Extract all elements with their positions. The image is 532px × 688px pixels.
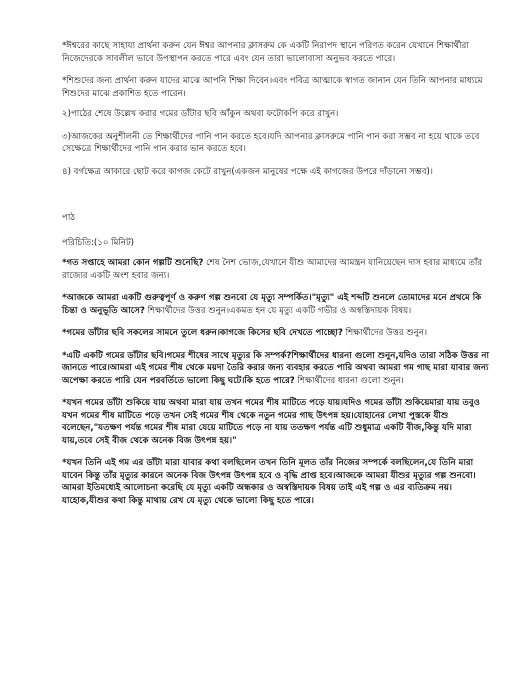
prayer-item-2: *শিশুদের জন্য প্রার্থনা করুন যাদের মাঝে আপনি শিক্ষা দিবেন।এবং পবিত্র আত্মাকে স্বাগত জানান যেন তিনি আপনার মাধ্যমে শিশুদের মাঝে প্রকাশিত হতে পারেন। <box>62 76 483 99</box>
lesson-paragraph-3 <box>62 327 490 340</box>
lesson-paragraph-2 <box>62 292 490 317</box>
prayer-item-1: *ঈশ্বরের কাছে সাহায্য প্রার্থনা করুন যেন ঈশ্বর আপনার ক্লাসরুম কে একটি নিরাপদ স্থানে পরিণত করেন যেখানে শিক্ষার্থীরা নিজেদেরকে সাবলীল ভাবে উপস্থাপন করতে পারে এবং যেন তারা ভালোবাসা অনুভব করতে পারে। <box>62 41 469 64</box>
lesson-paragraph-bold: *গমের ডাঁটার ছবি সকলের সামনে তুলে ধরুন।কাগজে কিসের ছবি দেখতে পাচ্ছো? <box>62 328 343 338</box>
prep-item-2: ২)পাঠের শেষে উল্লেখ করার গমের ডাঁটার ছবি আঁকুন অথবা ফটোকপি করে রাখুন। <box>62 109 339 119</box>
lesson-paragraph-rest: শিক্ষার্থীদের ধারনা গুলো শুনুন। <box>294 375 404 386</box>
prep-item-4: ৪) বর্গক্ষেত্র আকারে ছোট করে কাগজ কেটে রাখুন(একজন মানুষের পক্ষে এই কাগজের উপরে দাঁড়ানো সম্ভব)। <box>62 166 433 177</box>
lesson-paragraph-rest: শিক্ষার্থীদের উত্তর শুনুন। <box>342 328 428 338</box>
lesson-paragraph-6 <box>62 457 490 507</box>
lesson-paragraph-5 <box>62 397 490 447</box>
lesson-paragraph-rest: শেষ নৈশ ভোজ,যেখানে যীশু আমাদের আমন্ত্রন যানিয়েছেন দাস হবার মাধ্যমে তাঁর রাজ্যের একটি অংশ হবার জন্য। <box>62 258 483 281</box>
lesson-paragraph-1 <box>62 257 490 282</box>
lesson-paragraph-bold: *গত সপ্তাহে আমরা কোন গল্পটি শুনেছি? <box>62 258 204 268</box>
lesson-heading: পাঠ <box>62 213 75 223</box>
lesson-paragraph-bold: *যখন গমের ডাঁটা শুকিয়ে যায় অথবা মারা যায় তখন গমের শীষ মাটিতে পড়ে যায়।যদিও গমের ডাঁটা শুকিয়েমারা যায় তবুও যখন গমের শীষ মাটিতে পড়ে তখন সেই গমের শীষ থেকে নতুন গমের গাছ উৎপন্ন হয়।যোহানের লেখা পুস্তকে যীশু বলেছেন,"যতক্ষণ পর্যন্ত গমের শীষ মারা যেয়ে মাটিতে পড়ে না যায় ততক্ষণ পর্যন্ত এটি শুধুমাত্র একটি বীজ,কিন্তু যদি মারা যায়,তবে সেই বীজ থেকে অনেক বিজ উৎপন্ন হয়।" <box>62 398 480 446</box>
lesson-paragraph-bold: *এটি একটি গমের ডাঁটার ছবি।গমের শীষের সাথে মৃত্যুর কি সম্পর্ক?শিক্ষার্থীদের ধারনা গুলো শুনুন,যদিও তারা সঠিক উত্তর না জানতে পারে।আমরা এই গমের শীষ থেকে ময়দা তৈরি করার জন্য ব্যবহার করতে পারি অথবা আমরা গম গাছ মারা যাবার জন্য অপেক্ষা করতে পারি যেন পরবর্তিতে ভালো কিছু ঘটে।কি হতে পারে? <box>62 350 489 386</box>
intro-label: পরিচিতি:(১০ মিনিট) <box>62 237 135 248</box>
prep-item-3: ৩)আজকের অনুশীলনী তে শিক্ষার্থীদের পানি পান করতে হবে।যদি আপনার ক্লাসরুমে পানি পান করা সম্ভব না হয়ে থাকে তবে সেক্ষেত্রে শিক্ষার্থীদের পানি পান করার ভান করতে হবে। <box>62 131 480 154</box>
lesson-paragraph-bold: *যখন তিনি এই গম এর ডাঁটা মারা যাবার কথা বলছিলেন তখন তিনি মূলত তাঁর নিজের সম্পর্কে বলছিলেন,যে তিনি মারা যাবেন কিন্তু তাঁর মৃত্যুর কারনে অনেক বিজ উৎপন্ন উৎপন্ন হবে ও বৃদ্ধি প্রাপ্ত হবে।আজকে আমরা যীশুর মৃত্যুর গল্প শুনবো।আমরা ইতিমধ্যেই আলোচনা করেছি যে মৃত্যু একটি অন্ধকার ও অস্বস্তিদায়ক বিষয় তাই এই গল্প ও এর ব্যতিক্রম নয়।যাহোক,যীশুর কথা কিন্তু মাথায় রেখ যে মৃত্যু থেকে ভালো কিছু হতে পারে। <box>62 458 476 506</box>
lesson-paragraph-rest: শিক্ষার্থীদের উত্তর শুনুন।একমত হন যে মৃত্যু একটি গভীর ও অস্বস্তিদায়ক বিষয়। <box>144 305 412 316</box>
lesson-paragraph-bold: *আজকে আমরা একটি গুরুত্বপূর্ণ ও করুণ গল্প শুনবো যে মৃত্যু সম্পর্কিত।"মৃত্যু" এই শব্দটি শুনলে তোমাদের মনে প্রথমে কি চিন্তা ও অনুভূতি আসে? <box>62 293 482 316</box>
lesson-paragraph-4 <box>62 350 490 388</box>
